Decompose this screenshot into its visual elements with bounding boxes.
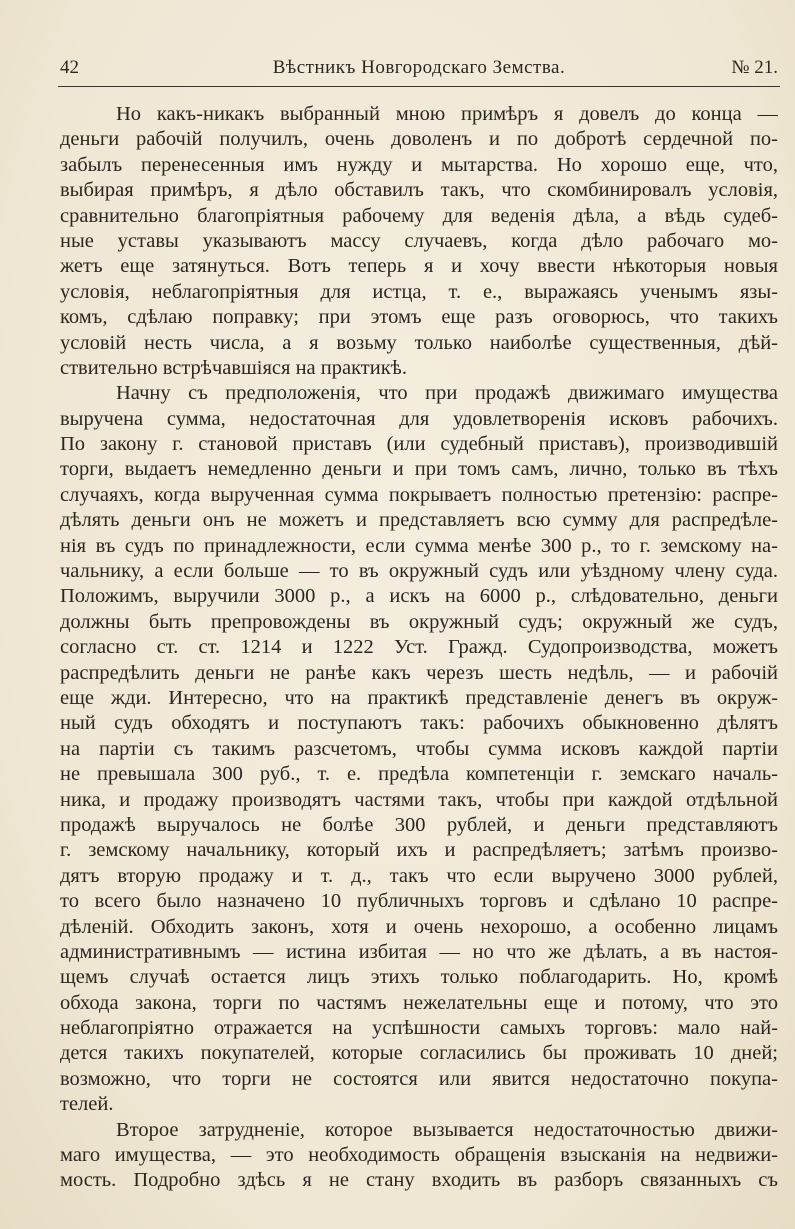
text-line: нія въ судъ по принадлежности, если сумма менѣе 300 р., то г. земскому на- [60,534,778,557]
text-line: административнымъ — истина избитая — но что же дѣлать, а въ настоя- [60,940,778,963]
text-line: на партіи съ такимъ разсчетомъ, чтобы сумма исковъ каждой партіи [60,737,778,760]
page-header [60,57,778,85]
text-line: дятъ вторую продажу и т. д., такъ что если выручено 3000 рублей, [60,864,778,887]
text-line: ный судъ обходятъ и поступаютъ такъ: рабочихъ обыкновенно дѣлятъ [60,712,778,735]
text-line: забылъ перенесенныя имъ нужду и мытарства. Но хорошо еще, что, [60,153,778,176]
text-line: Начну съ предположенія, что при продажѣ движимаго имущества [116,382,778,405]
text-line: случаяхъ, когда вырученная сумма покрываетъ полностью претензію: распре- [60,483,778,506]
text-line: маго имущества, — это необходимость обращенія взысканія на недвижи- [60,1144,778,1167]
text-line: По закону г. становой приставъ (или судебный приставъ), производившій [60,433,778,456]
text-line: комъ, сдѣлаю поправку; при этомъ еще разъ оговорюсь, что такихъ [60,306,778,329]
text-line: условія, неблагопріятныя для истца, т. е., выражаясь ученымъ язы- [60,280,778,303]
text-line: г. земскому начальнику, который ихъ и распредѣляетъ; затѣмъ произво- [60,839,778,862]
text-line: обхода закона, торги по частямъ нежелательны еще и потому, что это [60,991,778,1014]
text-line: дѣлять деньги онъ не можетъ и представляетъ всю сумму для распредѣле- [60,509,778,532]
text-line: мость. Подробно здѣсь я не стану входить въ разборъ связанныхъ съ [60,1169,778,1192]
text-line: чальнику, а если больше — то въ окружный судъ или уѣздному члену суда. [60,560,778,583]
text-line: неблагопріятно отражается на успѣшности самыхъ торговъ: мало най- [60,1017,778,1040]
text-line: условій несть числа, а я возьму только наиболѣе существенныя, дѣй- [60,331,778,354]
text-line: Второе затрудненіе, которое вызывается недостаточностью движи- [116,1118,778,1141]
text-line: должны быть препровождены въ окружный судъ; окружный же судъ, [60,610,778,633]
header-rule [58,86,780,87]
text-line: не превышала 300 руб., т. е. предѣла компетенціи г. земскаго началь- [60,763,778,786]
text-line: дется такихъ покупателей, которые согласились бы проживать 10 дней; [60,1042,778,1065]
text-line: Положимъ, выручили 3000 р., а искъ на 6000 р., слѣдовательно, деньги [60,585,778,608]
text-line: ника, и продажу производятъ частями такъ, чтобы при каждой отдѣльной [60,788,778,811]
text-line: сравнительно благопріятныя рабочему для веденія дѣла, а вѣдь судеб- [60,204,778,227]
text-line: согласно ст. ст. 1214 и 1222 Уст. Гражд. Судопроизводства, можетъ [60,636,778,659]
text-line: торги, выдаетъ немедленно деньги и при томъ самъ, лично, только въ тѣхъ [60,458,778,481]
issue-number: № 21. [731,57,778,78]
body-text [60,102,778,1194]
text-line: еще жди. Интересно, что на практикѣ представленіе денегъ въ окруж- [60,686,778,709]
text-line: выручена сумма, недостаточная для удовлетворенія исковъ рабочихъ. [60,407,778,430]
text-line: Но какъ-никакъ выбранный мною примѣръ я довелъ до конца — [116,103,778,125]
text-line: деньги рабочій получилъ, очень доволенъ и по добротѣ сердечной по- [60,128,778,151]
text-line: то всего было назначено 10 публичныхъ торговъ и сдѣлано 10 распре- [60,890,778,913]
text-line: дѣленій. Обходить законъ, хотя и очень нехорошо, а особенно лицамъ [60,915,778,938]
text-line: жетъ еще затянуться. Вотъ теперь я и хочу ввести нѣкоторыя новыя [60,255,778,278]
text-line: ные уставы указываютъ массу случаевъ, когда дѣло рабочаго мо- [60,229,778,252]
text-line: распредѣлить деньги не ранѣе какъ черезъ шесть недѣль, — и рабочій [60,661,778,684]
text-line: продажѣ выручалось не болѣе 300 рублей, и деньги представляютъ [60,813,778,836]
text-line: возможно, что торги не состоятся или явится недостаточно покупа- [60,1067,778,1090]
running-title: Вѣстникъ Новгородскаго Земства. [272,57,566,78]
text-line: телей. [60,1093,114,1116]
page-number: 42 [60,57,79,78]
text-line: щемъ случаѣ остается лицъ этихъ только поблагодарить. Но, кромѣ [60,966,778,989]
text-line: ствительно встрѣчавшіяся на практикѣ. [60,356,407,379]
text-line: выбирая примѣръ, я дѣло обставилъ такъ, что скомбинировалъ условія, [60,179,778,202]
